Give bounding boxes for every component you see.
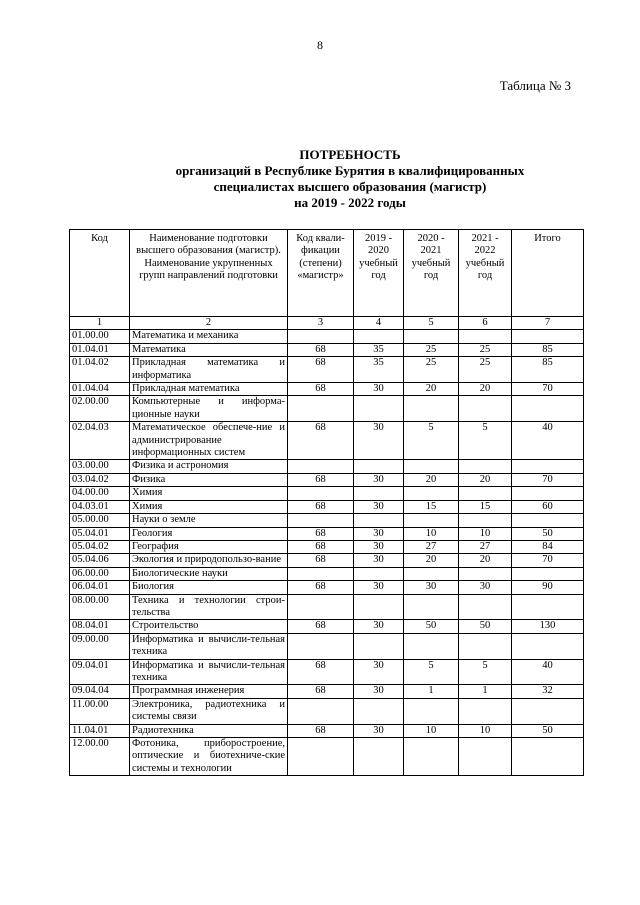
cell-2021-2022: 25 <box>459 343 512 356</box>
cell-2021-2022: 25 <box>459 357 512 383</box>
cell-qualification: 68 <box>288 343 354 356</box>
cell-2019-2020: 30 <box>354 581 404 594</box>
cell-name: Физика и астрономия <box>130 460 288 473</box>
cell-2019-2020: 35 <box>354 343 404 356</box>
table-row <box>70 581 584 594</box>
cell-2021-2022: 10 <box>459 527 512 540</box>
cell-2020-2021: 10 <box>404 724 459 737</box>
table-row <box>70 540 584 553</box>
cell-name: Химия <box>130 487 288 500</box>
cell-2020-2021 <box>404 698 459 724</box>
title-line-2: организаций в Республике Бурятия в квалифицированных <box>175 163 525 178</box>
header-name: Наименование подготовки высшего образования (магистр). Наименование укрупненных групп направлений подготовки <box>130 230 288 317</box>
table-row <box>70 330 584 343</box>
cell-total <box>512 567 584 580</box>
cell-qualification <box>288 633 354 659</box>
cell-2020-2021: 27 <box>404 540 459 553</box>
cell-2019-2020 <box>354 460 404 473</box>
cell-qualification <box>288 738 354 776</box>
column-number: 3 <box>288 317 354 330</box>
cell-code: 05.04.06 <box>70 554 130 567</box>
page-number: 8 <box>317 38 323 52</box>
cell-2019-2020 <box>354 567 404 580</box>
cell-name: Прикладная математика <box>130 383 288 396</box>
title-line-4: на 2019 - 2022 годы <box>294 195 406 210</box>
cell-2021-2022 <box>459 396 512 422</box>
cell-2020-2021: 5 <box>404 422 459 460</box>
cell-2020-2021: 20 <box>404 383 459 396</box>
cell-name: Радиотехника <box>130 724 288 737</box>
cell-qualification: 68 <box>288 527 354 540</box>
cell-code: 04.00.00 <box>70 487 130 500</box>
cell-name: Информатика и вычисли-тельная техника <box>130 659 288 685</box>
cell-2020-2021: 1 <box>404 685 459 698</box>
cell-2021-2022 <box>459 460 512 473</box>
cell-2020-2021: 30 <box>404 581 459 594</box>
cell-name: Программная инженерия <box>130 685 288 698</box>
cell-qualification: 68 <box>288 659 354 685</box>
column-number: 6 <box>459 317 512 330</box>
cell-qualification <box>288 594 354 620</box>
cell-qualification: 68 <box>288 422 354 460</box>
cell-code: 01.04.04 <box>70 383 130 396</box>
demand-table <box>69 229 584 776</box>
cell-2021-2022 <box>459 330 512 343</box>
cell-code: 05.04.02 <box>70 540 130 553</box>
cell-2020-2021 <box>404 738 459 776</box>
cell-qualification: 68 <box>288 357 354 383</box>
cell-code: 05.00.00 <box>70 514 130 527</box>
cell-2019-2020: 30 <box>354 659 404 685</box>
cell-qualification: 68 <box>288 620 354 633</box>
table-row <box>70 698 584 724</box>
cell-2020-2021 <box>404 514 459 527</box>
cell-2021-2022 <box>459 633 512 659</box>
cell-2020-2021 <box>404 633 459 659</box>
cell-qualification <box>288 460 354 473</box>
cell-2019-2020: 30 <box>354 685 404 698</box>
cell-2021-2022 <box>459 567 512 580</box>
cell-2021-2022 <box>459 698 512 724</box>
cell-name: Прикладная математика и информатика <box>130 357 288 383</box>
cell-2020-2021: 50 <box>404 620 459 633</box>
cell-qualification: 68 <box>288 581 354 594</box>
cell-code: 11.04.01 <box>70 724 130 737</box>
cell-2019-2020: 30 <box>354 527 404 540</box>
table-row <box>70 487 584 500</box>
cell-2021-2022 <box>459 594 512 620</box>
column-number: 1 <box>70 317 130 330</box>
cell-name: Информатика и вычисли-тельная техника <box>130 633 288 659</box>
cell-2020-2021 <box>404 594 459 620</box>
cell-name: Математика <box>130 343 288 356</box>
header-2019-2020: 2019 - 2020 учебный год <box>354 230 404 317</box>
cell-2021-2022: 5 <box>459 422 512 460</box>
cell-name: Компьютерные и информа-ционные науки <box>130 396 288 422</box>
cell-total: 40 <box>512 422 584 460</box>
cell-2021-2022: 30 <box>459 581 512 594</box>
cell-qualification <box>288 396 354 422</box>
table-row <box>70 620 584 633</box>
cell-total <box>512 330 584 343</box>
column-number: 7 <box>512 317 584 330</box>
cell-name: Химия <box>130 500 288 513</box>
cell-2021-2022: 20 <box>459 554 512 567</box>
cell-total: 70 <box>512 473 584 486</box>
cell-code: 09.00.00 <box>70 633 130 659</box>
cell-total: 70 <box>512 383 584 396</box>
cell-qualification: 68 <box>288 554 354 567</box>
table-row <box>70 514 584 527</box>
table-row <box>70 396 584 422</box>
cell-code: 06.04.01 <box>70 581 130 594</box>
cell-qualification <box>288 698 354 724</box>
cell-2021-2022: 20 <box>459 383 512 396</box>
column-number: 4 <box>354 317 404 330</box>
cell-name: Математическое обеспече-ние и администрирование информационных систем <box>130 422 288 460</box>
cell-name: Экология и природопользо-вание <box>130 554 288 567</box>
table-row <box>70 343 584 356</box>
table-row <box>70 500 584 513</box>
cell-total <box>512 514 584 527</box>
cell-2019-2020: 30 <box>354 540 404 553</box>
table-label: Таблица № 3 <box>499 78 571 93</box>
header-code: Код <box>70 230 130 317</box>
cell-2020-2021: 25 <box>404 357 459 383</box>
cell-2020-2021: 20 <box>404 554 459 567</box>
cell-2019-2020 <box>354 514 404 527</box>
cell-2020-2021 <box>404 330 459 343</box>
cell-code: 01.00.00 <box>70 330 130 343</box>
cell-total: 50 <box>512 724 584 737</box>
cell-code: 01.04.02 <box>70 357 130 383</box>
cell-name: Биология <box>130 581 288 594</box>
cell-total: 40 <box>512 659 584 685</box>
cell-2021-2022 <box>459 738 512 776</box>
cell-total: 85 <box>512 343 584 356</box>
cell-2020-2021 <box>404 460 459 473</box>
table-row <box>70 633 584 659</box>
table-row <box>70 383 584 396</box>
cell-2021-2022: 20 <box>459 473 512 486</box>
cell-code: 11.00.00 <box>70 698 130 724</box>
cell-qualification: 68 <box>288 724 354 737</box>
cell-2019-2020: 30 <box>354 383 404 396</box>
cell-2021-2022: 15 <box>459 500 512 513</box>
table-row <box>70 422 584 460</box>
column-number: 2 <box>130 317 288 330</box>
cell-2019-2020 <box>354 738 404 776</box>
cell-name: Математика и механика <box>130 330 288 343</box>
document-title <box>60 147 640 211</box>
cell-name: Физика <box>130 473 288 486</box>
cell-2020-2021 <box>404 396 459 422</box>
table-row <box>70 473 584 486</box>
cell-name: Геология <box>130 527 288 540</box>
cell-name: Биологические науки <box>130 567 288 580</box>
table-row <box>70 567 584 580</box>
cell-code: 09.04.01 <box>70 659 130 685</box>
cell-name: География <box>130 540 288 553</box>
cell-total <box>512 738 584 776</box>
table-body <box>70 330 584 776</box>
cell-2021-2022: 10 <box>459 724 512 737</box>
cell-total: 60 <box>512 500 584 513</box>
cell-qualification: 68 <box>288 500 354 513</box>
table-row <box>70 724 584 737</box>
cell-2019-2020: 30 <box>354 422 404 460</box>
cell-2019-2020: 30 <box>354 500 404 513</box>
table-row <box>70 527 584 540</box>
cell-2019-2020 <box>354 594 404 620</box>
table-row <box>70 357 584 383</box>
cell-2020-2021: 15 <box>404 500 459 513</box>
cell-code: 06.00.00 <box>70 567 130 580</box>
cell-2019-2020: 30 <box>354 473 404 486</box>
cell-2020-2021: 20 <box>404 473 459 486</box>
cell-2020-2021: 25 <box>404 343 459 356</box>
cell-code: 05.04.01 <box>70 527 130 540</box>
cell-name: Науки о земле <box>130 514 288 527</box>
cell-2020-2021 <box>404 567 459 580</box>
cell-2020-2021: 5 <box>404 659 459 685</box>
title-line-3: специалистах высшего образования (магистр) <box>213 179 487 194</box>
column-number-row <box>70 317 584 330</box>
table-row <box>70 738 584 776</box>
cell-2019-2020 <box>354 330 404 343</box>
cell-code: 08.04.01 <box>70 620 130 633</box>
cell-qualification: 68 <box>288 540 354 553</box>
header-2021-2022: 2021 - 2022 учебный год <box>459 230 512 317</box>
cell-2019-2020: 30 <box>354 554 404 567</box>
cell-2021-2022: 27 <box>459 540 512 553</box>
cell-2019-2020: 30 <box>354 724 404 737</box>
cell-code: 08.00.00 <box>70 594 130 620</box>
cell-qualification <box>288 487 354 500</box>
cell-qualification <box>288 567 354 580</box>
table-row <box>70 554 584 567</box>
cell-total <box>512 698 584 724</box>
cell-2020-2021: 10 <box>404 527 459 540</box>
cell-code: 03.04.02 <box>70 473 130 486</box>
table-row <box>70 594 584 620</box>
cell-2020-2021 <box>404 487 459 500</box>
cell-2019-2020: 30 <box>354 620 404 633</box>
cell-2021-2022: 5 <box>459 659 512 685</box>
cell-total: 32 <box>512 685 584 698</box>
cell-2019-2020: 35 <box>354 357 404 383</box>
cell-total: 50 <box>512 527 584 540</box>
table-row <box>70 659 584 685</box>
cell-code: 03.00.00 <box>70 460 130 473</box>
cell-qualification: 68 <box>288 383 354 396</box>
table-row <box>70 685 584 698</box>
title-line-1: ПОТРЕБНОСТЬ <box>299 147 401 162</box>
cell-total: 85 <box>512 357 584 383</box>
cell-code: 01.04.01 <box>70 343 130 356</box>
cell-total <box>512 594 584 620</box>
cell-code: 02.04.03 <box>70 422 130 460</box>
cell-2019-2020 <box>354 698 404 724</box>
table-row <box>70 460 584 473</box>
cell-2021-2022 <box>459 514 512 527</box>
header-qualification: Код квали-фикации (степени) «магистр» <box>288 230 354 317</box>
cell-total <box>512 460 584 473</box>
cell-qualification <box>288 330 354 343</box>
table-header-row <box>70 230 584 317</box>
cell-2019-2020 <box>354 633 404 659</box>
cell-total <box>512 396 584 422</box>
cell-code: 09.04.04 <box>70 685 130 698</box>
cell-code: 02.00.00 <box>70 396 130 422</box>
cell-2021-2022: 1 <box>459 685 512 698</box>
cell-code: 04.03.01 <box>70 500 130 513</box>
cell-2019-2020 <box>354 487 404 500</box>
header-total: Итого <box>512 230 584 317</box>
cell-2021-2022: 50 <box>459 620 512 633</box>
cell-total <box>512 633 584 659</box>
cell-2021-2022 <box>459 487 512 500</box>
cell-total: 84 <box>512 540 584 553</box>
cell-total: 90 <box>512 581 584 594</box>
cell-qualification <box>288 514 354 527</box>
column-number: 5 <box>404 317 459 330</box>
cell-qualification: 68 <box>288 685 354 698</box>
cell-name: Техника и технологии строи-тельства <box>130 594 288 620</box>
cell-2019-2020 <box>354 396 404 422</box>
cell-total <box>512 487 584 500</box>
cell-total: 70 <box>512 554 584 567</box>
cell-name: Фотоника, приборостроение, оптические и биотехниче-ские системы и технологии <box>130 738 288 776</box>
cell-name: Строительство <box>130 620 288 633</box>
header-2020-2021: 2020 - 2021 учебный год <box>404 230 459 317</box>
cell-code: 12.00.00 <box>70 738 130 776</box>
cell-total: 130 <box>512 620 584 633</box>
cell-qualification: 68 <box>288 473 354 486</box>
cell-name: Электроника, радиотехника и системы связи <box>130 698 288 724</box>
